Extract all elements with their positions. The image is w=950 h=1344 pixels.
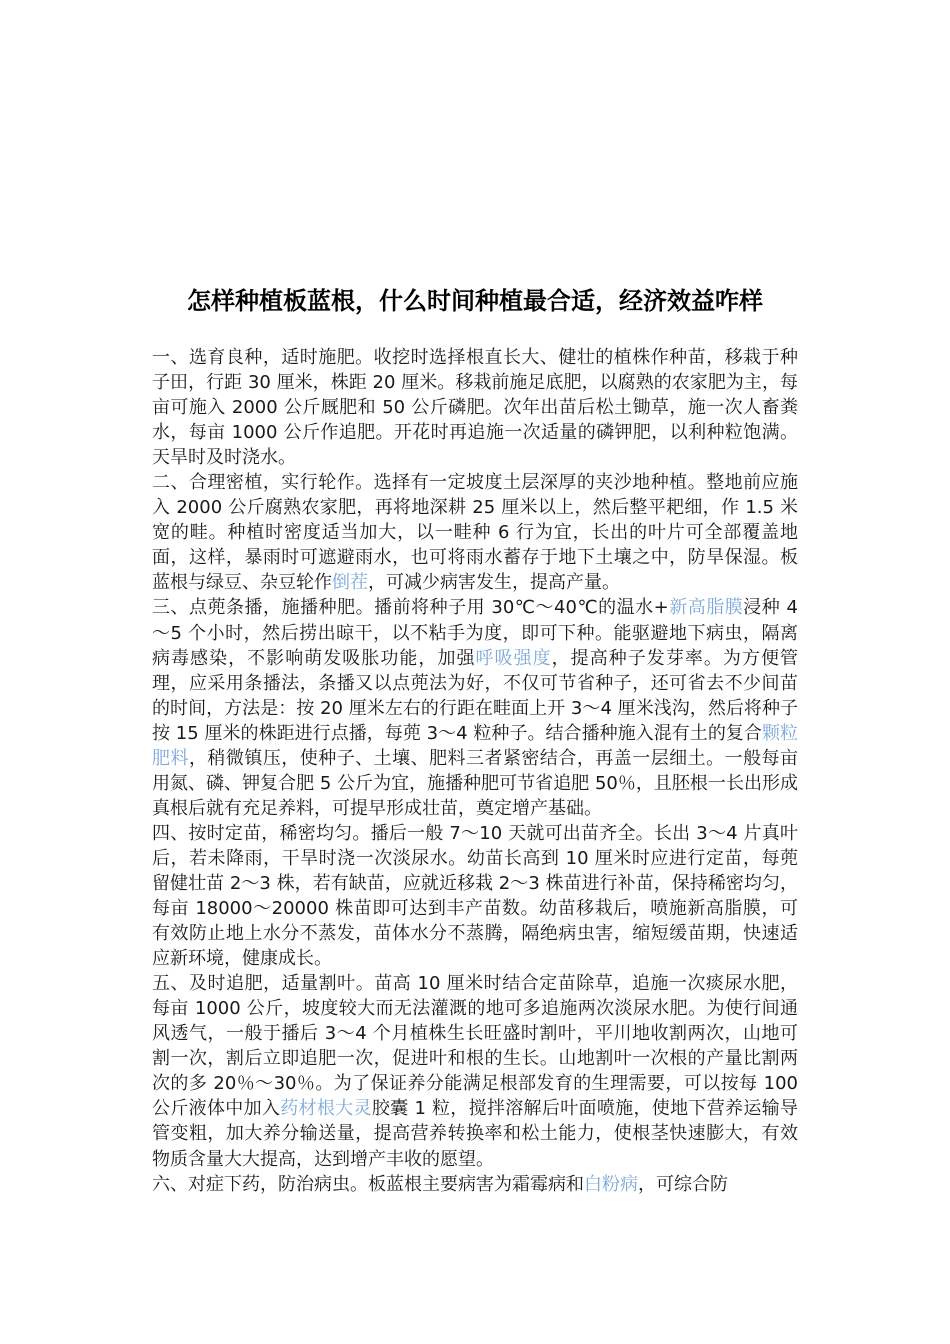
keyword-link[interactable]: 呼吸强度 <box>475 647 552 669</box>
paragraph <box>152 1172 798 1197</box>
paragraph <box>152 821 798 971</box>
paragraph-text: ，提高种子发芽率。为方便管理，应采用条播法，条播又以点蔸法为好，不仅可节省种子，还可省去不少间苗的时间，方法是：按 20 厘米左右的行距在畦面上开 3～4 厘米浅沟，然后将种子按 15 厘米的株距进行点播，每蔸 3～4 粒种子。结合播种施入混有土的复合 <box>152 647 799 744</box>
paragraph-text: ，可综合防 <box>638 1173 728 1195</box>
keyword-link[interactable]: 颗粒肥料 <box>152 722 798 769</box>
paragraph-text: 胶囊 1 粒，搅拌溶解后叶面喷施，使地下营养运输导管变粗，加大养分输送量，提高营养转换率和松土能力，使根茎快速膨大，有效物质含量大大提高，达到增产丰收的愿望。 <box>152 1098 798 1170</box>
paragraph-text: 浸种 4～5 个小时，然后捞出晾干，以不粘手为度，即可下种。能驱避地下病虫，隔离病毒感染，不影响萌发吸胀功能，加强 <box>152 597 798 669</box>
paragraph <box>152 971 798 1171</box>
paragraph-text: 一、选育良种，适时施肥。收挖时选择根直长大、健壮的植株作种苗，移栽于种子田，行距 30 厘米，株距 20 厘米。移栽前施足底肥，以腐熟的农家肥为主，每亩可施入 2000 公斤厩肥和 50 公斤磷肥。次年出苗后松土锄草，施一次人畜粪水，每亩 1000 公斤作追肥。开花时再追施一次适量的磷钾肥，以利种粒饱满。天旱时及时浇水。 <box>152 347 798 469</box>
keyword-link[interactable]: 倒茬 <box>332 572 368 594</box>
paragraph <box>152 470 798 595</box>
paragraph-text: 四、按时定苗，稀密均匀。播后一般 7～10 天就可出苗齐全。长出 3～4 片真叶后，若未降雨，干旱时浇一次淡尿水。幼苗长高到 10 厘米时应进行定苗，每蔸留健壮苗 2～3 株，若有缺苗，应就近移栽 2～3 株苗进行补苗，保持稀密均匀，每亩 18000～20000 株苗即可达到丰产苗数。幼苗移栽后，喷施新高脂膜，可有效防止地上水分不蒸发，苗体水分不蒸腾，隔绝病虫害，缩短缓苗期，快速适应新环境，健康成长。 <box>152 822 798 970</box>
page-title: 怎样种植板蓝根，什么时间种植最合适，经济效益咋样 <box>187 287 763 315</box>
paragraph-text: 三、点蔸条播，施播种肥。播前将种子用 30℃～40℃的温水+ <box>152 597 669 619</box>
keyword-link[interactable]: 白粉病 <box>584 1173 638 1195</box>
article-body <box>152 345 798 1197</box>
keyword-link[interactable]: 新高脂膜 <box>668 597 744 619</box>
paragraph-text: 五、及时追肥，适量割叶。苗高 10 厘米时结合定苗除草，追施一次痰尿水肥，每亩 1000 公斤，坡度较大而无法灌溉的地可多追施两次淡尿水肥。为使行间通风透气，一般于播后 3～4 个月植株生长旺盛时割叶，平川地收割两次，山地可割一次，割后立即追肥一次，促进叶和根的生长。山地割叶一次根的产量比割两次的多 20％～30％。为了保证养分能满足根部发育的生理需要，可以按每 100 公斤液体中加入 <box>152 973 798 1120</box>
keyword-link[interactable]: 药材根大灵 <box>280 1098 372 1120</box>
paragraph <box>152 345 798 470</box>
paragraph-text: ，可减少病害发生，提高产量。 <box>368 572 620 594</box>
paragraph-text: 二、合理密植，实行轮作。选择有一定坡度土层深厚的夹沙地种植。整地前应施入 2000 公斤腐熟农家肥，再将地深耕 25 厘米以上，然后整平耙细，作 1.5 米宽的畦。种植时密度适当加大，以一畦种 6 行为宜，长出的叶片可全部覆盖地面，这样，暴雨时可遮避雨水，也可将雨水蓄存于地下土壤之中，防旱保湿。板蓝根与绿豆、杂豆轮作 <box>152 472 798 594</box>
paragraph <box>152 595 798 820</box>
paragraph-text: ，稍微镇压，使种子、土壤、肥料三者紧密结合，再盖一层细土。一般每亩用氮、磷、钾复合肥 5 公斤为宜，施播种肥可节省追肥 50％，且胚根一长出形成真根后就有充足养料，可提早形成壮苗，奠定增产基础。 <box>152 747 799 819</box>
paragraph-text: 六、对症下药，防治病虫。板蓝根主要病害为霜霉病和 <box>152 1173 584 1195</box>
